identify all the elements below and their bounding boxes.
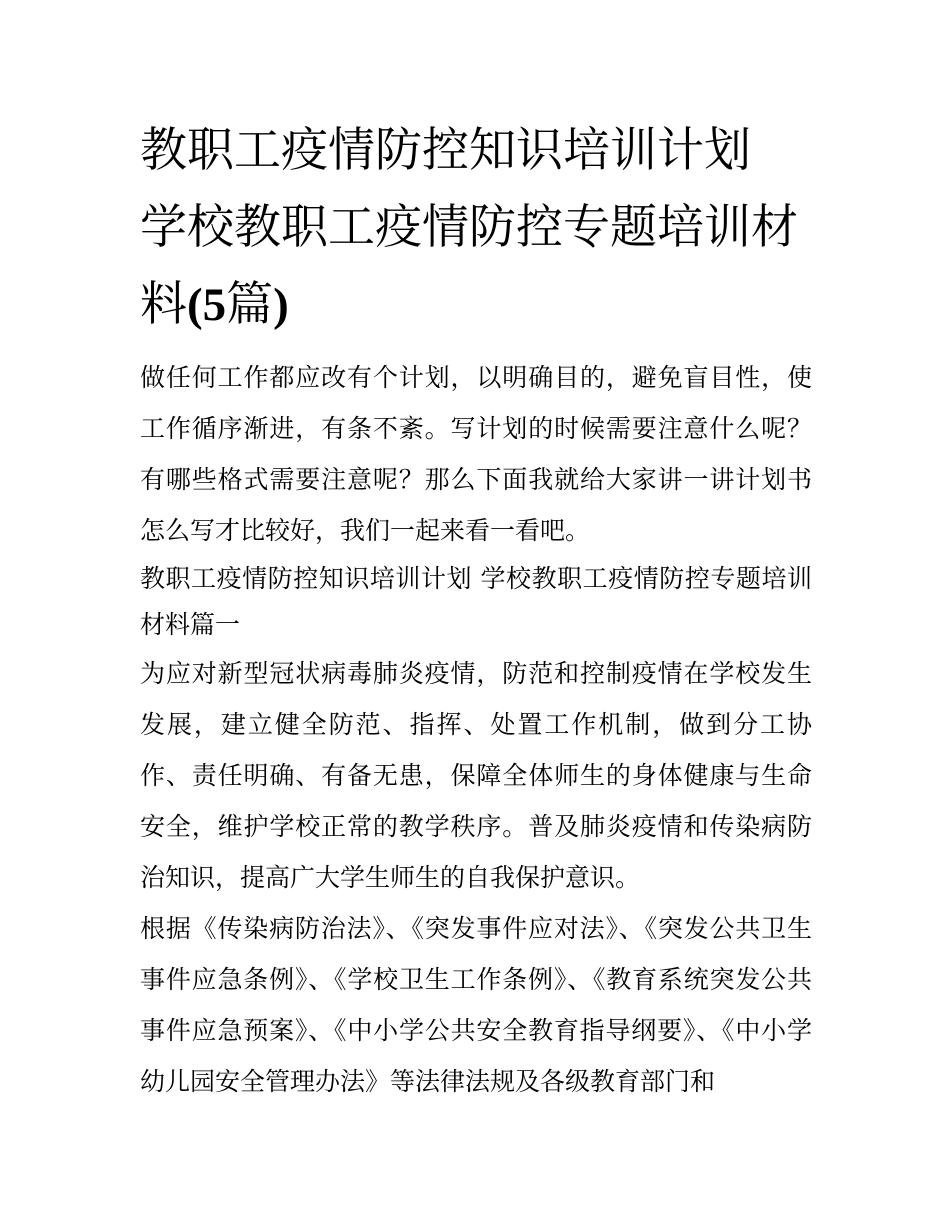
section-heading: 教职工疫情防控知识培训计划 学校教职工疫情防控专题培训材料篇一 <box>140 564 812 639</box>
purpose-paragraph: 为应对新型冠状病毒肺炎疫情，防范和控制疫情在学校发生发展，建立健全防范、指挥、处置工作机制，做到分工协作、责任明确、有备无患，保障全体师生的身体健康与生命安全，维护学校正常的教学秩序。普及肺炎疫情和传染病防治知识，提高广大学生师生的自我保护意识。 <box>140 659 812 892</box>
intro-paragraph: 做任何工作都应改有个计划，以明确目的，避免盲目性，使工作循序渐进，有条不紊。写计划的时候需要注意什么呢？有哪些格式需要注意呢？那么下面我就给大家讲一讲计划书怎么写才比较好，我们一起来看一看吧。 <box>140 363 812 545</box>
basis-paragraph: 根据《传染病防治法》、《突发事件应对法》、《突发公共卫生事件应急条例》、《学校卫生工作条例》、《教育系统突发公共事件应急预案》、《中小学公共安全教育指导纲要》、《中小学幼儿园安全管理办法》等法律法规及各级教育部门和 <box>140 914 812 1096</box>
title-text: 教职工疫情防控知识培训计划 学校教职工疫情防控专题培训材料 <box>140 123 798 332</box>
title-count-close: ) <box>273 279 289 331</box>
document-body <box>140 112 812 1107</box>
title-count-open: (5 <box>187 279 227 331</box>
title-count-unit: 篇 <box>226 277 274 332</box>
document-title <box>140 112 812 344</box>
